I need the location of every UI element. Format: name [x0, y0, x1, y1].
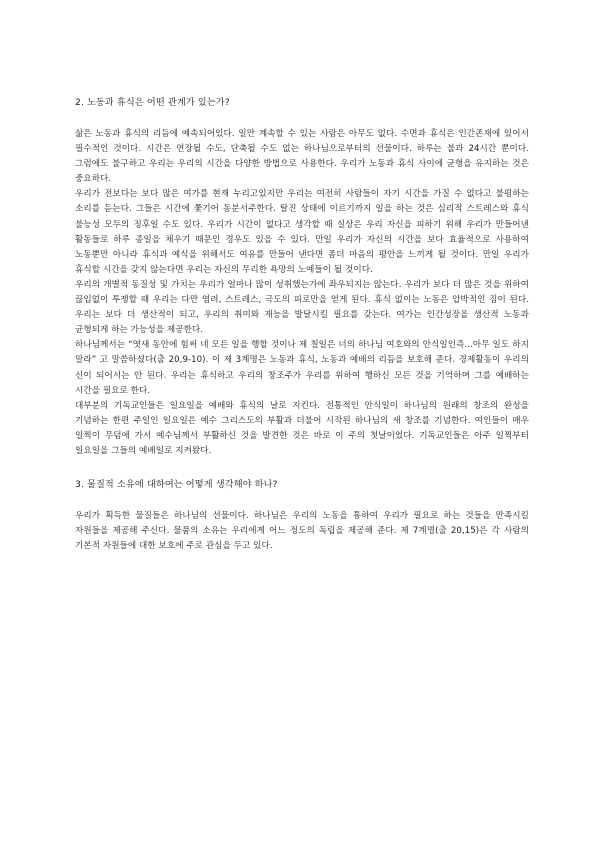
section-heading: 3. 물질적 소유에 대하여는 어떻게 생각해야 하나?: [75, 479, 278, 491]
section-body: [75, 509, 529, 554]
paragraph: 대부분의 기독교인들은 일요일을 예배와 휴식의 날로 지킨다. 전통적인 안식일이 하나님의 원래의 창조의 완성을 기념하는 한편 주일인 일요일은 예수 그리스도의 부활과 더불어 시작된 하나님의 새 창조를 기념한다. 여인들이 매우 일찍이 무덤에 가서 예수님께서 부활하신 것을 발견한 것은 바로 이 주의 첫날이었다. 기독교인들은 아주 일찍부터 일요일을 그들의 예배일로 지켜왔다.: [75, 400, 529, 456]
paragraph: 우리가 획득한 물질들은 하나님의 선물이다. 하나님은 우리의 노동을 통하여 우리가 필요로 하는 것들을 만족시킬 자원들을 제공해 주신다. 물품의 소유는 우리에게 어느 정도의 독립을 제공해 준다. 제 7계명(출 20,15)은 각 사람의 기본적 자원들에 대한 보호에 주로 관심을 두고 있다.: [75, 511, 529, 552]
paragraph: 우리의 개별적 동질성 및 가치는 우리가 얼마나 많이 성취했는가에 좌우되지는 않는다. 우리가 보다 더 많은 것을 위하여 끊임없이 투쟁할 때 우리는 다만 염려, 스트레스, 극도의 피로만을 얻게 된다. 휴식 없이는 노동은 압박적인 짐이 된다. 우리는 보다 더 생산적이 되고, 우리의 취미와 재능을 발달시킬 필요를 갖는다. 여가는 인간성장을 생산적 노동과 균형되게 하는 가능성을 제공한다.: [75, 279, 529, 336]
section-heading: 2. 노동과 휴식은 어떤 관계가 있는가?: [75, 97, 230, 108]
paragraph: 우리가 전보다는 보다 많은 여가를 현재 누리고있지만 우리는 여전히 사람들이 자기 시간을 가질 수 없다고 불평하는 소리를 듣는다. 그들은 시간에 쫓기어 동분서주한다. 탈진 상태에 이르기까지 일을 하는 것은 심리적 스트레스와 휴식 불능성 모두의 징후일 수도 있다. 우리가 시간이 없다고 생각할 때 실상은 우리 자신을 피하기 위해 우리가 만들어낸 활동들로 하루 종일을 채우기 때문인 경우도 있을 수 있다. 만일 우리가 자신의 시간을 보다 효율적으로 사용하여 노동뿐만 아니라 휴식과 예식을 위해서도 여유를 만들어 낸다면 좀더 마음의 평안을 느끼게 될 것이다. 만일 우리가 휴식할 시간을 갖지 않는다면 우리는 자신의 무리한 욕망의 노예들이 될 것이다.: [75, 189, 529, 275]
section-body: [75, 127, 529, 459]
paragraph: 삶은 노동과 휴식의 리듬에 예속되어있다. 일만 계속할 수 있는 사람은 아무도 없다. 수면과 휴식은 인간존재에 있어서 필수적인 것이다. 시간은 연장될 수도, 단축될 수도 없는 하나님으로부터의 선물이다. 하루는 불과 24시간 뿐이다. 그럼에도 불구하고 우리는 우리의 시간을 다양한 방법으로 사용한다. 우리가 노동과 휴식 사이에 균형을 유지하는 것은 중요하다.: [75, 129, 529, 185]
paragraph: 하나님께서는 “엿새 동안에 힘써 네 모든 일을 행할 것이나 제 칠일은 너의 하나님 여호와의 안식일인즉...아무 일도 하지 말라” 고 말씀하셨다(출 20,9-10). 이 제 3계명은 노동과 휴식, 노동과 예배의 리듬을 보호해 준다. 경제활동이 우리의 신이 되어서는 안 된다. 우리는 휴식하고 우리의 창조주가 우리를 위하여 행하신 모든 것을 기억하며 그를 예배하는 시간을 필요로 한다.: [75, 340, 529, 396]
